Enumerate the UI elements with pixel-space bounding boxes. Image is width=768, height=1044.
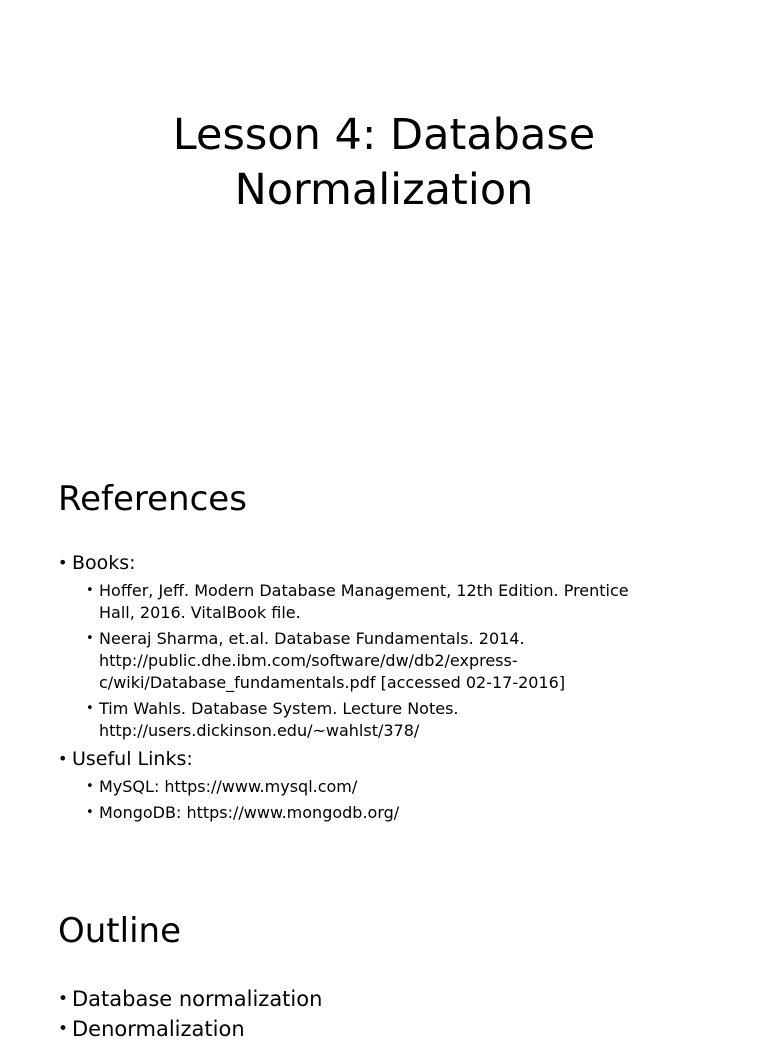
- slide-heading: References: [58, 479, 247, 519]
- list-item: [86, 802, 718, 824]
- reference-line: http://users.dickinson.edu/~wahlst/378/: [99, 721, 420, 740]
- slide-title-line: Lesson 4: Database: [172, 110, 596, 160]
- list-item: [86, 628, 718, 694]
- slide-heading: Outline: [58, 911, 182, 951]
- list-item-label: Books:: [72, 552, 136, 574]
- slide-title: [0, 108, 768, 218]
- reference-line: • Tim Wahls. Database System. Lecture Notes.: [99, 699, 459, 718]
- list-item: [86, 580, 718, 624]
- list-item: [58, 746, 718, 824]
- reference-line: Hall, 2016. VitalBook file.: [99, 603, 301, 622]
- references-slide: [0, 432, 768, 864]
- link-line: • MongoDB: https://www.mongodb.org/: [99, 803, 400, 822]
- list-item: • Database normalization: [58, 984, 322, 1014]
- link-line: • MySQL: https://www.mysql.com/: [99, 777, 358, 796]
- list-item: • Denormalization: [58, 1014, 322, 1044]
- reference-line: c/wiki/Database_fundamentals.pdf [accessed 02-17-2016]: [99, 673, 566, 692]
- references-list: [58, 550, 718, 828]
- list-item: [86, 698, 718, 742]
- reference-line: http://public.dhe.ibm.com/software/dw/db2/express-: [99, 651, 518, 670]
- list-item: [86, 776, 718, 798]
- reference-line: • Hoffer, Jeff. Modern Database Management, 12th Edition. Prentice: [99, 581, 629, 600]
- books-list: [86, 580, 718, 742]
- title-slide: [0, 0, 768, 432]
- links-list: [86, 776, 718, 824]
- list-item: [58, 550, 718, 742]
- list-item-label: Useful Links:: [72, 748, 193, 770]
- outline-slide: [0, 864, 768, 1041]
- outline-list: [58, 984, 322, 1044]
- reference-line: • Neeraj Sharma, et.al. Database Fundamentals. 2014.: [99, 629, 525, 648]
- slide-title-line: Normalization: [234, 165, 534, 215]
